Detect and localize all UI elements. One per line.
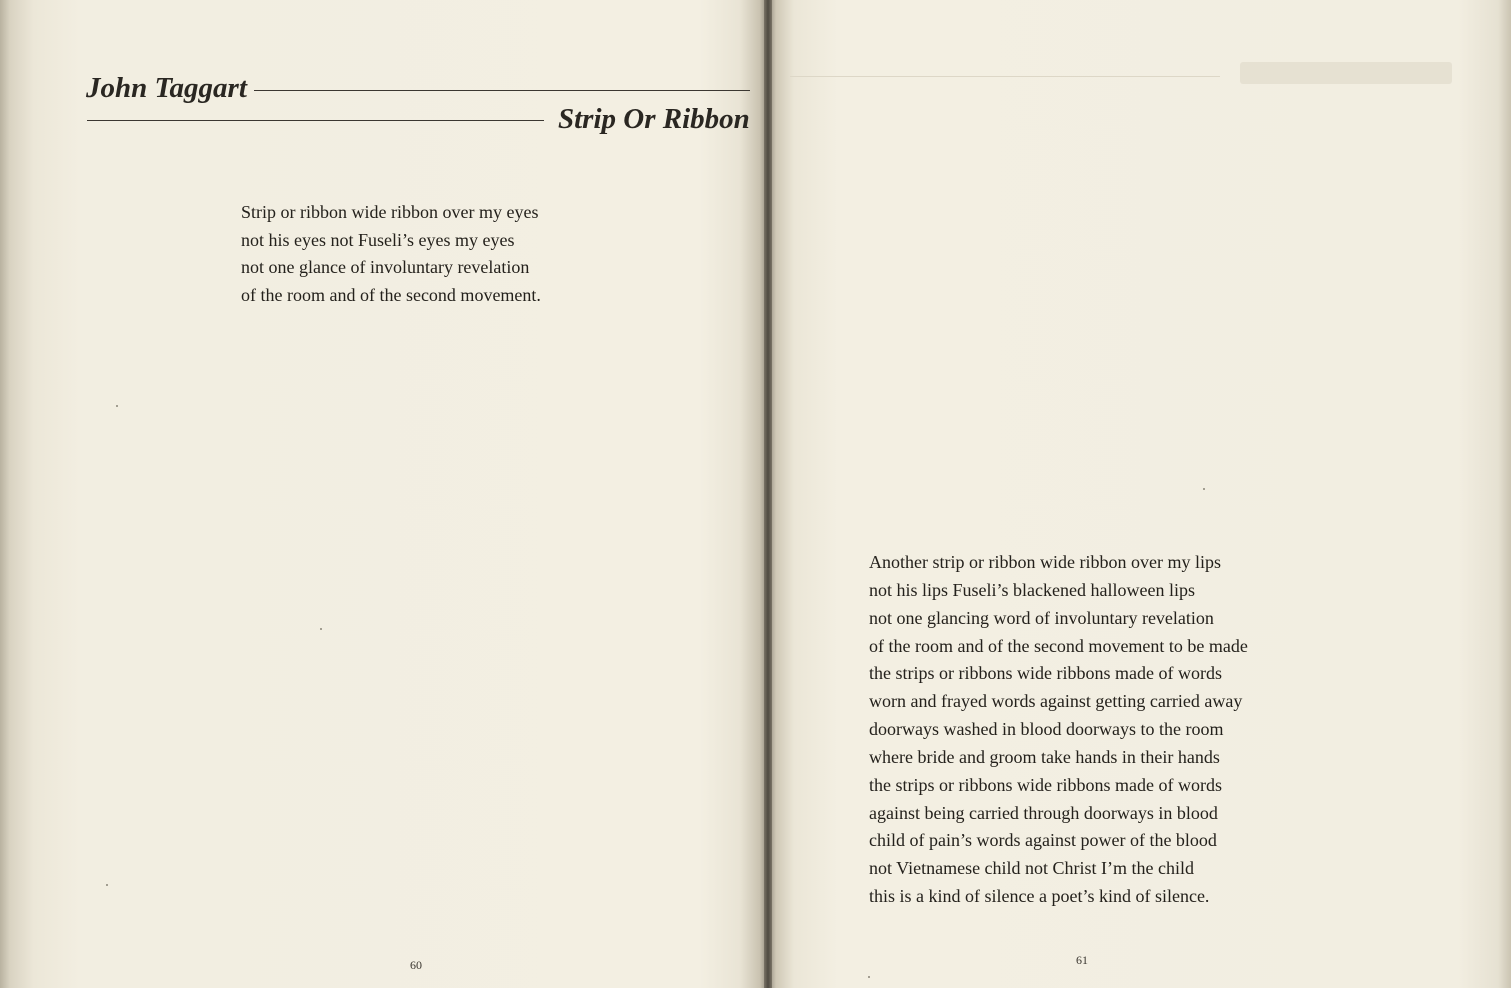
poem-line: not Vietnamese child not Christ I’m the child [869, 858, 1195, 879]
poem-title: Strip Or Ribbon [558, 103, 750, 135]
page-number-right: 61 [1076, 953, 1088, 967]
page-number-left: 60 [410, 958, 422, 972]
poem-line: doorways washed in blood doorways to the room [869, 719, 1224, 740]
header-rule-top [254, 90, 750, 91]
poem-line: where bride and groom take hands in their hands [869, 746, 1220, 767]
poem-line: against being carried through doorways in blood [869, 802, 1218, 823]
paper-speck [106, 884, 108, 886]
poem-line: worn and frayed words against getting carried away [869, 691, 1243, 712]
poem-line: Strip or ribbon wide ribbon over my eyes [241, 202, 539, 222]
show-through-heading [1240, 62, 1452, 84]
paper-speck [1203, 488, 1205, 490]
poem-line: of the room and of the second movement. [241, 284, 541, 305]
poem-line: of the room and of the second movement to be made [869, 635, 1248, 656]
paper-speck [116, 405, 118, 407]
poem-stanza-1 [241, 199, 541, 309]
poem-line: child of pain’s words against power of the blood [869, 830, 1217, 851]
poem-line: Another strip or ribbon wide ribbon over my lips [869, 552, 1221, 572]
book-gutter [764, 0, 772, 988]
poem-line: not his eyes not Fuseli’s eyes my eyes [241, 229, 515, 250]
show-through-rule [790, 76, 1220, 77]
poem-line: the strips or ribbons wide ribbons made of words [869, 774, 1222, 795]
header-rule-bottom [87, 120, 544, 121]
poem-line: not one glance of involuntary revelation [241, 257, 530, 278]
paper-speck [868, 976, 870, 978]
poem-line: the strips or ribbons wide ribbons made of words [869, 663, 1222, 684]
poem-line: not one glancing word of involuntary revelation [869, 607, 1214, 628]
poem-line: not his lips Fuseli’s blackened halloween lips [869, 579, 1195, 600]
poem-stanza-2 [869, 549, 1248, 911]
author-name: John Taggart [86, 72, 247, 104]
poem-line: this is a kind of silence a poet’s kind of silence. [869, 886, 1210, 907]
paper-speck [320, 628, 322, 630]
